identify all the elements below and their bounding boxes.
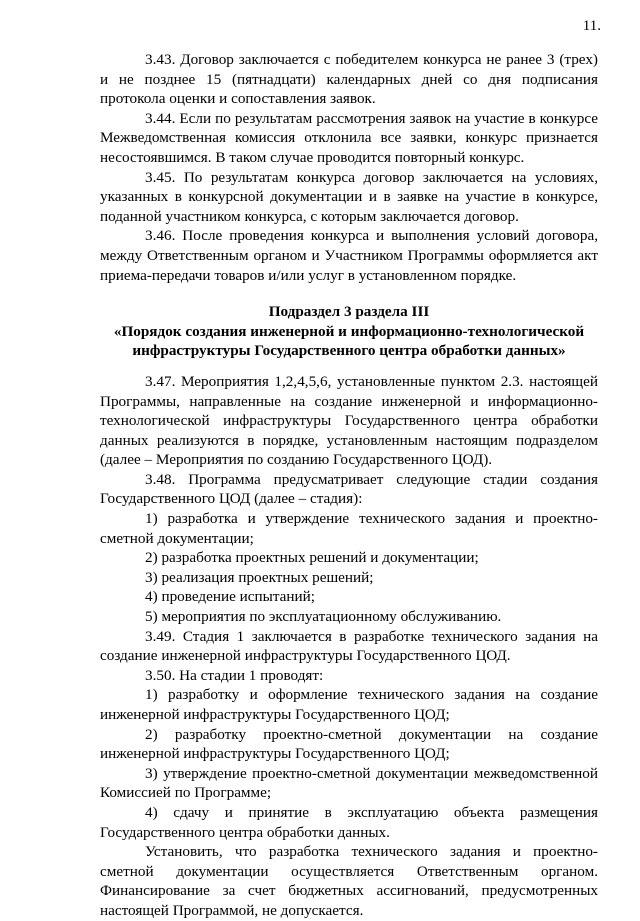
paragraph-3-48: 3.48. Программа предусматривает следующие стадии создания Государственного ЦОД (далее – стадия): xyxy=(100,470,598,508)
section-heading-line1: Подраздел 3 раздела III xyxy=(268,303,430,321)
list-item-action-3: 3) утверждение проектно-сметной документации межведомственной Комиссией по Программе; xyxy=(100,764,598,802)
document-body xyxy=(100,50,598,921)
list-item-stage-1: 1) разработка и утверждение технического задания и проектно-сметной документации; xyxy=(100,510,598,547)
paragraph-3-46: 3.46. После проведения конкурса и выполнения условий договора, между Ответственным органом и Участником Программы оформляется акт приема-передачи товаров и/или услуг в установленном порядке. xyxy=(100,227,598,284)
section-heading-line2: «Порядок создания инженерной и информационно-технологической инфраструктуры Государственного центра обработки данных» xyxy=(113,322,585,360)
list-item-stage-3: 3) реализация проектных решений; xyxy=(145,568,374,586)
paragraph-3-47: 3.47. Мероприятия 1,2,4,5,6, установленные пунктом 2.3. настоящей Программы, направленные на создание инженерной и информационно-технологической инфраструктуры Государственного центра обработки данных реализуются в порядке, установленным настоящим подразделом (далее – Мероприятия по созданию Государственного ЦОД). xyxy=(100,372,598,469)
page-number: 11. xyxy=(582,18,601,34)
paragraph-3-49: 3.49. Стадия 1 заключается в разработке технического задания на создание инженерной инфраструктуры Государственного ЦОД. xyxy=(100,627,598,665)
list-item-action-1: 1) разработку и оформление технического задания на создание инженерной инфраструктуры Государственного ЦОД; xyxy=(100,686,598,723)
paragraph-3-50: 3.50. На стадии 1 проводят: xyxy=(145,666,324,684)
paragraph-3-45: 3.45. По результатам конкурса договор заключается на условиях, указанных в конкурсной документации и в заявке на участие в конкурсе, поданной участником конкурса, с которым заключается договор. xyxy=(100,168,598,225)
list-item-action-2: 2) разработку проектно-сметной документации на создание инженерной инфраструктуры Государственного ЦОД; xyxy=(100,725,598,763)
paragraph-3-43: 3.43. Договор заключается с победителем конкурса не ранее 3 (трех) и не позднее 15 (пятнадцати) календарных дней со дня подписания протокола оценки и сопоставления заявок. xyxy=(100,51,598,108)
list-item-stage-5: 5) мероприятия по эксплуатационному обслуживанию. xyxy=(145,608,502,626)
paragraph-final: Установить, что разработка технического задания и проектно-сметной документации осуществляется Ответственным органом. Финансирование за счет бюджетных ассигнований, предусмотренных настоящей Программой, не допускается. xyxy=(100,843,598,919)
list-item-stage-4: 4) проведение испытаний; xyxy=(145,588,316,606)
list-item-stage-2: 2) разработка проектных решений и документации; xyxy=(145,549,479,567)
list-item-action-4: 4) сдачу и принятие в эксплуатацию объекта размещения Государственного центра обработки данных. xyxy=(100,803,598,841)
section-heading xyxy=(100,302,598,361)
paragraph-3-44: 3.44. Если по результатам рассмотрения заявок на участие в конкурсе Межведомственная комиссия отклонила все заявки, конкурс признается несостоявшимся. В таком случае проводится повторный конкурс. xyxy=(100,109,598,166)
